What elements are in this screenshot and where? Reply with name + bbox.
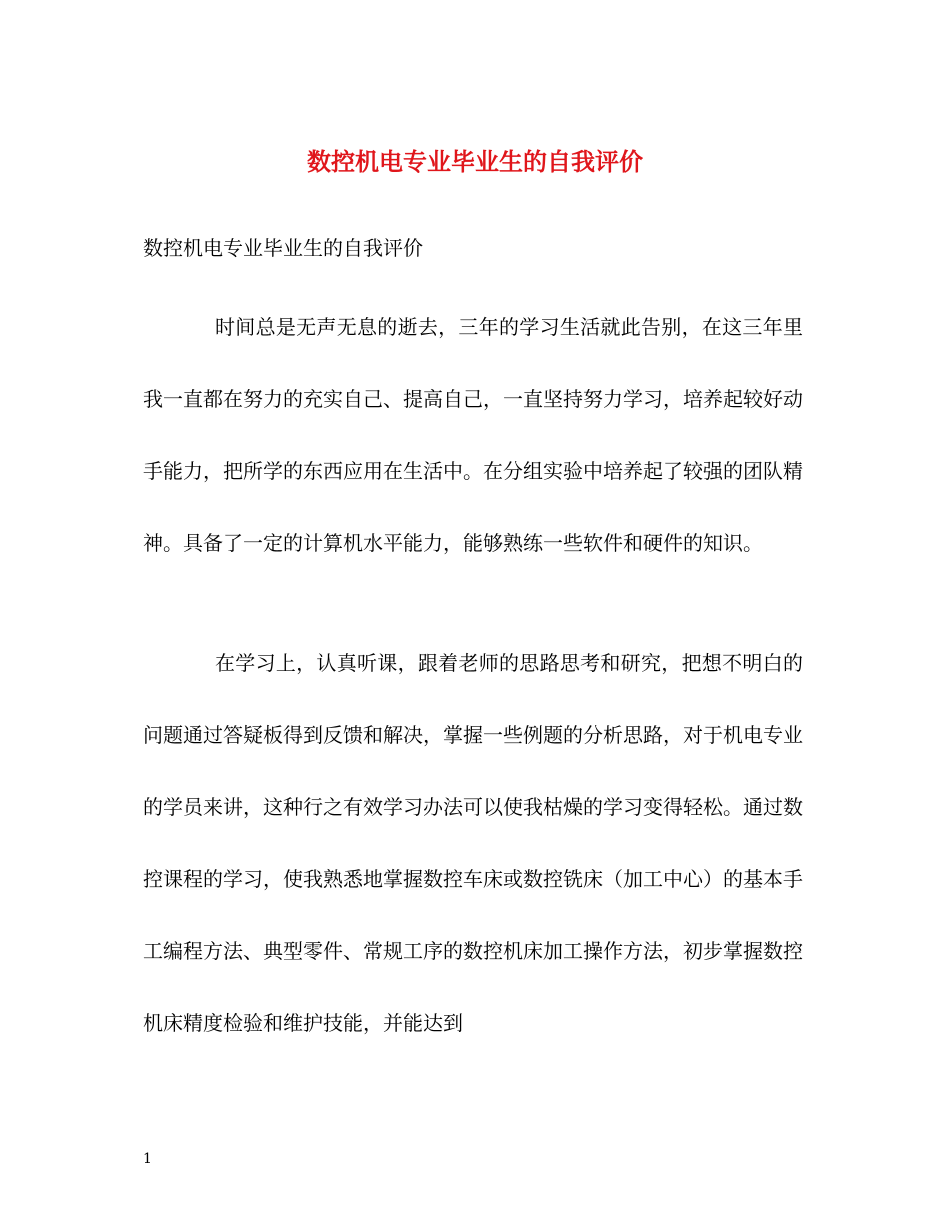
document-subtitle: 数控机电专业毕业生的自我评价 <box>143 236 423 260</box>
paragraph: 在学习上，认真听课，跟着老师的思路思考和研究，把想不明白的问题通过答疑板得到反馈和解决，掌握一些例题的分析思路，对于机电专业的学员来讲，这种行之有效学习办法可以使我枯燥的学习变得轻松。通过数控课程的学习，使我熟悉地掌握数控车床或数控铣床（加工中心）的基本手工编程方法、典型零件、常规工序的数控机床加工操作方法，初步掌握数控机床精度检验和维护技能，并能达到 <box>143 651 803 1035</box>
document-title: 数控机电专业毕业生的自我评价 <box>307 147 643 176</box>
page-number: 1 <box>143 1151 152 1167</box>
paragraph: 时间总是无声无息的逝去，三年的学习生活就此告别，在这三年里我一直都在努力的充实自己、提高自己，一直坚持努力学习，培养起较好动手能力，把所学的东西应用在生活中。在分组实验中培养起了较强的团队精神。具备了一定的计算机水平能力，能够熟练一些软件和硬件的知识。 <box>143 315 803 555</box>
